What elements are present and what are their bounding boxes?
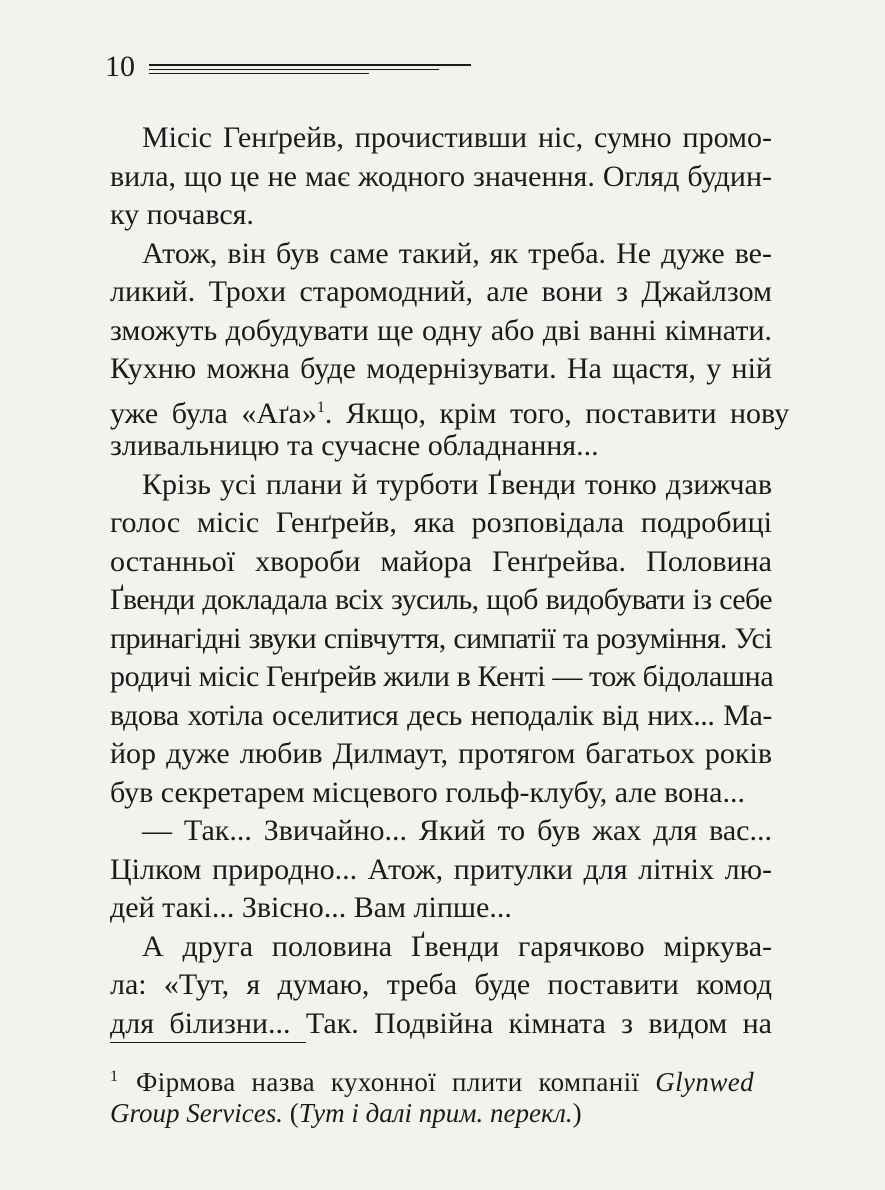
footnote-divider: [110, 1042, 306, 1043]
text-line: був секретарем місцевого гольф-клубу, але вона...: [110, 775, 745, 809]
text-line: ликий. Трохи старомодний, але вони з Джайлзом: [110, 275, 772, 308]
text-line: дей такі... Звісно... Вам ліпше...: [110, 891, 512, 924]
text-line: вдова хотіла оселитися десь неподалік від них... Ма-: [110, 698, 772, 732]
text-line: останньої хвороби майора Генґрейва. Половина: [110, 544, 772, 578]
text-line: Ґвенди докладала всіх зусиль, щоб видобувати із себе: [110, 583, 772, 616]
text-line: для білизни... Так. Подвійна кімната з видом на: [110, 1006, 772, 1040]
text-line: принагідні звуки співчуття, симпатії та розуміння. Усі: [110, 621, 772, 655]
text-line: Кухню можна буде модернізувати. На щастя, у ній: [110, 352, 772, 385]
footnote-line: [110, 1058, 772, 1095]
text-line: ку почався.: [110, 198, 254, 231]
text-line: [110, 389, 790, 430]
footnote-italic: Group Services.: [110, 1098, 283, 1128]
text-line: — Так... Звичайно... Який то був жах для вас...: [142, 814, 772, 847]
text-line: зливальницю та сучасне обладнання...: [110, 429, 599, 462]
footnote-mark: 1: [110, 1068, 118, 1085]
header-rule: [149, 73, 369, 74]
text-line: йор дуже любив Дилмаут, протягом багатьох років: [110, 737, 772, 770]
text-fragment: уже була «Аґа»: [110, 396, 317, 430]
text-line: голос місіс Генґрейв, яка розповідала подробиці: [110, 506, 772, 539]
text-line: Атож, він був саме такий, як треба. Не дуже ве-: [142, 236, 772, 270]
text-line: Крізь усі плани й турботи Ґвенди тонко дзижчав: [142, 467, 772, 501]
page-number: 10: [105, 50, 135, 83]
text-line: вила, що це не має жодного значення. Огляд будин-: [110, 159, 772, 193]
footnote-fragment: Фірмова назва кухонної плити компанії: [136, 1067, 640, 1097]
text-line: зможуть добудувати ще одну або дві ванні кімнати.: [110, 313, 772, 347]
footnote-paren: ): [572, 1098, 582, 1128]
text-line: Місіс Генґрейв, прочистивши ніс, сумно промо-: [142, 121, 772, 154]
header-rule: [149, 64, 471, 66]
text-line: родичі місіс Генґрейв жили в Кенті — тож бідолашна: [110, 660, 774, 693]
footnote-italic: Тут і далі прим. перекл.: [298, 1098, 573, 1128]
header-rule: [149, 69, 439, 70]
footnote-paren: (: [289, 1098, 299, 1128]
footnote: [110, 1058, 772, 1132]
footnote-italic: Glynwed: [655, 1067, 755, 1097]
text-fragment: . Якщо, крім того, поставити нову: [324, 396, 790, 430]
text-line: ла: «Тут, я думаю, треба буде поставити комод: [110, 968, 772, 1001]
body-text: [110, 119, 790, 1043]
footnote-ref: 1: [316, 398, 325, 416]
text-line: Цілком природно... Атож, притулки для літніх лю-: [110, 852, 772, 886]
text-line: А друга половина Ґвенди гарячково міркува-: [142, 929, 772, 963]
